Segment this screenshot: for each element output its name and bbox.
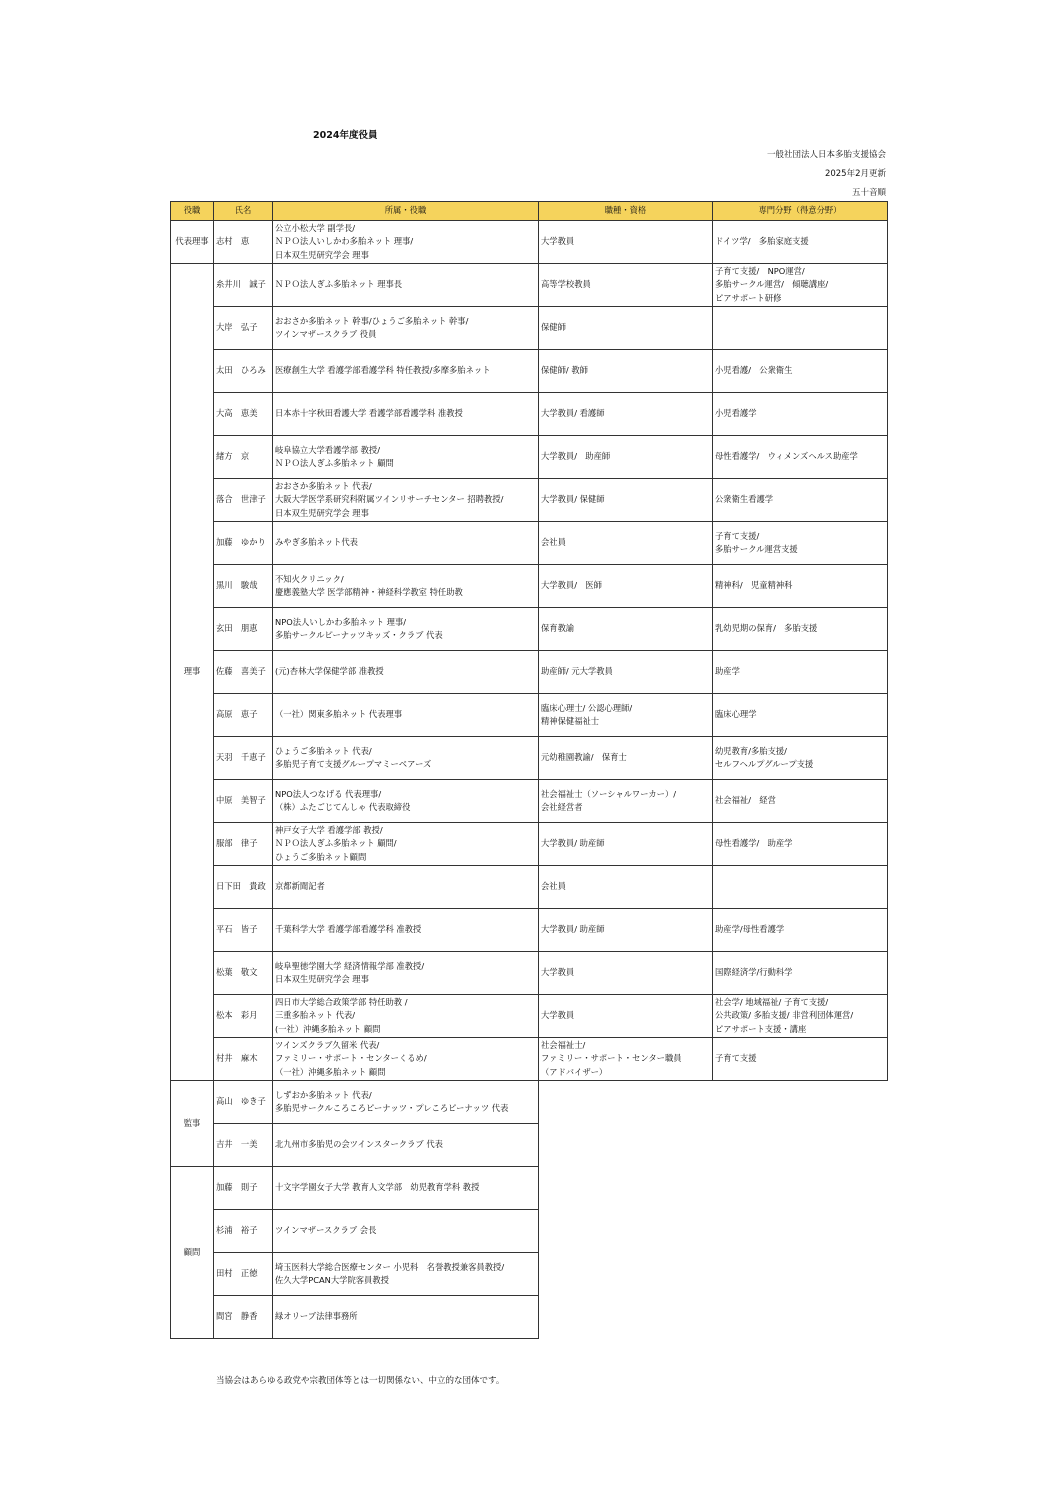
table-row xyxy=(171,1124,888,1167)
affiliation-cell xyxy=(273,522,539,565)
affiliation-line: 日本双生児研究学会 理事 xyxy=(275,974,369,984)
name-cell: 加藤 則子 xyxy=(214,1167,273,1210)
occupation-cell xyxy=(539,479,713,522)
affiliation-cell xyxy=(273,694,539,737)
affiliation-line: 岐阜協立大学看護学部 教授/ xyxy=(275,444,380,455)
occupation-cell xyxy=(539,952,713,995)
name-cell: 日下田 貴政 xyxy=(214,866,273,909)
specialty-cell xyxy=(713,909,888,952)
empty-cell xyxy=(539,1124,888,1167)
name-cell: 志村 恵 xyxy=(214,221,273,264)
specialty-line: 子育て支援/ xyxy=(715,530,760,541)
affiliation-cell xyxy=(273,350,539,393)
occupation-line: 大学教員/ 看護師 xyxy=(541,408,605,419)
specialty-cell xyxy=(713,436,888,479)
name-cell: 高山 ゆき子 xyxy=(214,1081,273,1124)
role-cell: 監事 xyxy=(171,1081,214,1167)
affiliation-cell xyxy=(273,952,539,995)
affiliation-line: 不知火クリニック/ xyxy=(275,573,344,584)
specialty-cell xyxy=(713,522,888,565)
table-row xyxy=(171,823,888,866)
affiliation-line: 四日市大学総合政策学部 特任助教 / xyxy=(275,996,408,1007)
specialty-cell xyxy=(713,1038,888,1081)
affiliation-line: おおさか多胎ネット 幹事/ひょうご多胎ネット 幹事/ xyxy=(275,315,469,326)
name-cell: 田村 正徳 xyxy=(214,1253,273,1296)
specialty-cell xyxy=(713,866,888,909)
occupation-cell xyxy=(539,694,713,737)
specialty-line: 乳幼児期の保育/ 多胎支援 xyxy=(715,623,818,634)
affiliation-line: ツインマザースクラブ 役員 xyxy=(275,329,377,339)
specialty-line: 臨床心理学 xyxy=(715,709,757,720)
occupation-line: 高等学校教員 xyxy=(541,279,591,290)
table-row xyxy=(171,350,888,393)
table-row xyxy=(171,909,888,952)
specialty-line: 母性看護学/ 助産学 xyxy=(715,838,793,849)
affiliation-line: 岐阜聖徳学園大学 経済情報学部 准教授/ xyxy=(275,960,425,971)
affiliation-line: ひょうご多胎ネット 代表/ xyxy=(275,745,372,756)
affiliation-cell xyxy=(273,737,539,780)
occupation-line: 大学教員 xyxy=(541,236,575,247)
table-row xyxy=(171,522,888,565)
table-row xyxy=(171,608,888,651)
occupation-cell xyxy=(539,436,713,479)
specialty-cell xyxy=(713,393,888,436)
specialty-line: 公共政策/ 多胎支援/ 非営利団体運営/ xyxy=(715,1010,854,1021)
affiliation-cell xyxy=(273,780,539,823)
page-title: 2024年度役員 xyxy=(313,130,378,141)
occupation-line: 大学教員/ 保健師 xyxy=(541,494,605,505)
specialty-line: 国際経済学/行動科学 xyxy=(715,967,793,978)
affiliation-line: ツインマザースクラブ 会長 xyxy=(275,1225,377,1236)
affiliation-cell xyxy=(273,1253,539,1296)
header-name: 氏名 xyxy=(214,202,273,221)
specialty-cell xyxy=(713,264,888,307)
affiliation-line: 医療創生大学 看護学部看護学科 特任教授/多摩多胎ネット xyxy=(275,365,491,376)
occupation-line: 保健師 xyxy=(541,322,566,333)
affiliation-line: ＮＰＯ法人ぎふ多胎ネット 顧問/ xyxy=(275,838,397,849)
table-row xyxy=(171,694,888,737)
specialty-line: 小児看護/ 公衆衛生 xyxy=(715,365,793,376)
specialty-cell xyxy=(713,350,888,393)
specialty-cell xyxy=(713,565,888,608)
affiliation-cell xyxy=(273,565,539,608)
affiliation-line: NPO法人つなげる 代表理事/ xyxy=(275,788,382,799)
affiliation-line: (一社）沖縄多胎ネット 顧問 xyxy=(275,1023,381,1034)
specialty-cell xyxy=(713,694,888,737)
footer-note: 当協会はあらゆる政党や宗教団体等とは一切関係ない、中立的な団体です。 xyxy=(216,1376,505,1386)
occupation-cell xyxy=(539,866,713,909)
name-cell: 糸井川 誠子 xyxy=(214,264,273,307)
occupation-cell xyxy=(539,608,713,651)
occupation-line: 助産師/ 元大学教員 xyxy=(541,666,613,677)
affiliation-line: 慶應義塾大学 医学部精神・神経科学教室 特任助教 xyxy=(275,587,463,597)
affiliation-cell xyxy=(273,221,539,264)
name-cell: 加藤 ゆかり xyxy=(214,522,273,565)
occupation-line: 大学教員 xyxy=(541,1010,575,1021)
role-cell: 代表理事 xyxy=(171,221,214,264)
affiliation-cell xyxy=(273,823,539,866)
affiliation-line: 多胎児子育て支援グループマミーベアーズ xyxy=(275,759,432,769)
occupation-line: 大学教員/ 助産師 xyxy=(541,838,605,849)
affiliation-line: ツインズクラブ久留米 代表/ xyxy=(275,1039,380,1050)
affiliation-line: （一社）関東多胎ネット 代表理事 xyxy=(275,709,403,720)
occupation-line: 臨床心理士/ 公認心理師/ xyxy=(541,702,633,713)
header-occupation: 職種・資格 xyxy=(539,202,713,221)
header-role: 役職 xyxy=(171,202,214,221)
affiliation-line: ＮＰＯ法人いしかわ多胎ネット 理事/ xyxy=(275,236,414,247)
specialty-line: ピアサポート研修 xyxy=(715,292,782,303)
occupation-cell xyxy=(539,522,713,565)
affiliation-cell xyxy=(273,436,539,479)
affiliation-cell xyxy=(273,909,539,952)
occupation-cell xyxy=(539,307,713,350)
affiliation-line: （一社）沖縄多胎ネット 顧問 xyxy=(275,1066,386,1077)
affiliation-line: 多胎サークルピーナッツキッズ・クラブ 代表 xyxy=(275,630,443,640)
table-row xyxy=(171,952,888,995)
name-cell: 大高 恵美 xyxy=(214,393,273,436)
table-header-row xyxy=(171,202,888,221)
occupation-line: 大学教員/ 助産師 xyxy=(541,924,605,935)
table-row xyxy=(171,737,888,780)
header-specialty: 専門分野（得意分野） xyxy=(713,202,888,221)
affiliation-line: 緑オリーブ法律事務所 xyxy=(275,1311,358,1322)
name-cell: 天羽 千恵子 xyxy=(214,737,273,780)
affiliation-line: （株）ふたごじてんしゃ 代表取締役 xyxy=(275,802,411,812)
name-cell: 吉井 一美 xyxy=(214,1124,273,1167)
specialty-line: 幼児教育/多胎支援/ xyxy=(715,745,787,756)
table-row xyxy=(171,479,888,522)
specialty-cell xyxy=(713,995,888,1038)
occupation-cell xyxy=(539,350,713,393)
occupation-cell xyxy=(539,1038,713,1081)
name-cell: 松葉 敬文 xyxy=(214,952,273,995)
table-row xyxy=(171,1253,888,1296)
occupation-line: 社会福祉士/ xyxy=(541,1039,586,1050)
table-row xyxy=(171,393,888,436)
affiliation-cell xyxy=(273,866,539,909)
occupation-cell xyxy=(539,651,713,694)
occupation-line: 大学教員/ 助産師 xyxy=(541,451,611,462)
specialty-line: ドイツ学/ 多胎家庭支援 xyxy=(715,236,809,247)
affiliation-line: 日本双生児研究学会 理事 xyxy=(275,507,369,518)
affiliation-cell xyxy=(273,393,539,436)
specialty-line: 助産学 xyxy=(715,666,740,677)
specialty-cell xyxy=(713,780,888,823)
affiliation-cell xyxy=(273,1167,539,1210)
table-row xyxy=(171,866,888,909)
table-row xyxy=(171,264,888,307)
affiliation-line: 千葉科学大学 看護学部看護学科 准教授 xyxy=(275,924,422,935)
table-row xyxy=(171,651,888,694)
occupation-line: 社会福祉士（ソーシャルワーカー）/ xyxy=(541,788,677,799)
affiliation-line: 公立小松大学 副学長/ xyxy=(275,222,356,233)
specialty-line: 多胎サークル運営/ 傾聴講座/ xyxy=(715,279,829,290)
specialty-cell xyxy=(713,608,888,651)
affiliation-line: ＮＰＯ法人ぎふ多胎ネット 顧問 xyxy=(275,458,394,468)
empty-cell xyxy=(539,1296,888,1339)
empty-cell xyxy=(539,1210,888,1253)
role-cell: 理事 xyxy=(171,264,214,1081)
name-cell: 杉浦 裕子 xyxy=(214,1210,273,1253)
occupation-line: 保育教諭 xyxy=(541,623,575,634)
occupation-line: ファミリー・サポート・センター職員 xyxy=(541,1053,682,1064)
affiliation-line: ＮＰＯ法人ぎふ多胎ネット 理事長 xyxy=(275,279,403,290)
specialty-line: 社会学/ 地域福祉/ 子育て支援/ xyxy=(715,996,829,1007)
name-cell: 太田 ひろみ xyxy=(214,350,273,393)
occupation-cell xyxy=(539,909,713,952)
affiliation-cell xyxy=(273,651,539,694)
specialty-cell xyxy=(713,737,888,780)
occupation-line: 会社経営者 xyxy=(541,802,583,812)
table-row xyxy=(171,1296,888,1339)
name-cell: 服部 律子 xyxy=(214,823,273,866)
name-cell: 村井 麻木 xyxy=(214,1038,273,1081)
affiliation-line: 京都新聞記者 xyxy=(275,881,325,892)
name-cell: 玄田 朋恵 xyxy=(214,608,273,651)
name-cell: 緒方 京 xyxy=(214,436,273,479)
specialty-cell xyxy=(713,823,888,866)
affiliation-line: 大阪大学医学系研究科附属ツインリサーチセンター 招聘教授/ xyxy=(275,494,504,505)
occupation-cell xyxy=(539,221,713,264)
affiliation-line: 十文字学園女子大学 教育人文学部 幼児教育学科 教授 xyxy=(275,1182,480,1193)
occupation-line: 大学教員 xyxy=(541,967,575,978)
affiliation-line: 佐久大学PCAN大学院客員教授 xyxy=(275,1275,389,1285)
affiliation-line: 北九州市多胎児の会ツインスタークラブ 代表 xyxy=(275,1139,443,1150)
empty-cell xyxy=(539,1253,888,1296)
affiliation-cell xyxy=(273,608,539,651)
specialty-line: ピアサポート支援・講座 xyxy=(715,1023,807,1034)
organization-name: 一般社団法人日本多胎支援協会 xyxy=(766,150,886,160)
affiliation-cell xyxy=(273,264,539,307)
occupation-cell xyxy=(539,995,713,1038)
occupation-line: 会社員 xyxy=(541,537,566,548)
specialty-line: 社会福祉/ 経営 xyxy=(715,795,776,806)
affiliation-line: ひょうご多胎ネット顧問 xyxy=(275,851,367,862)
table-row xyxy=(171,780,888,823)
specialty-line: 公衆衛生看護学 xyxy=(715,494,774,505)
name-cell: 高原 恵子 xyxy=(214,694,273,737)
occupation-cell xyxy=(539,565,713,608)
affiliation-cell xyxy=(273,1038,539,1081)
affiliation-line: 神戸女子大学 看護学部 教授/ xyxy=(275,824,383,835)
table-row xyxy=(171,995,888,1038)
table-row xyxy=(171,436,888,479)
affiliation-line: 埼玉医科大学総合医療センター 小児科 名誉教授兼客員教授/ xyxy=(275,1261,505,1272)
table-row xyxy=(171,565,888,608)
affiliation-line: NPO法人いしかわ多胎ネット 理事/ xyxy=(275,616,407,627)
occupation-cell xyxy=(539,737,713,780)
affiliation-line: (元)杏林大学保健学部 准教授 xyxy=(275,666,384,677)
table-row xyxy=(171,307,888,350)
specialty-line: 精神科/ 児童精神科 xyxy=(715,580,793,591)
name-cell: 大岸 弘子 xyxy=(214,307,273,350)
table-row xyxy=(171,1210,888,1253)
affiliation-cell xyxy=(273,479,539,522)
specialty-line: 母性看護学/ ウィメンズヘルス助産学 xyxy=(715,451,858,462)
affiliation-line: しずおか多胎ネット 代表/ xyxy=(275,1089,372,1100)
specialty-line: 多胎サークル運営支援 xyxy=(715,544,798,554)
occupation-line: （アドバイザー） xyxy=(541,1066,608,1077)
empty-cell xyxy=(539,1167,888,1210)
occupation-line: 会社員 xyxy=(541,881,566,892)
affiliation-cell xyxy=(273,1296,539,1339)
occupation-line: 大学教員/ 医師 xyxy=(541,580,602,591)
occupation-line: 精神保健福祉士 xyxy=(541,716,600,726)
sort-order-note: 五十音順 xyxy=(851,188,886,198)
officers-table xyxy=(170,201,888,1339)
empty-cell xyxy=(539,1081,888,1124)
name-cell: 中原 美智子 xyxy=(214,780,273,823)
table-row xyxy=(171,1038,888,1081)
specialty-line: セルフヘルプグループ支援 xyxy=(715,759,814,769)
table-row xyxy=(171,1167,888,1210)
specialty-cell xyxy=(713,221,888,264)
affiliation-cell xyxy=(273,995,539,1038)
affiliation-cell xyxy=(273,1124,539,1167)
occupation-line: 保健師/ 教師 xyxy=(541,365,588,376)
affiliation-line: みやぎ多胎ネット代表 xyxy=(275,537,358,548)
specialty-cell xyxy=(713,479,888,522)
table-row xyxy=(171,1081,888,1124)
affiliation-cell xyxy=(273,1081,539,1124)
affiliation-line: おおさか多胎ネット 代表/ xyxy=(275,480,372,491)
header-affiliation: 所属・役職 xyxy=(273,202,539,221)
specialty-line: 子育て支援/ NPO運営/ xyxy=(715,265,805,276)
name-cell: 佐藤 喜美子 xyxy=(214,651,273,694)
name-cell: 間宮 静香 xyxy=(214,1296,273,1339)
role-cell: 顧問 xyxy=(171,1167,214,1339)
specialty-line: 助産学/母性看護学 xyxy=(715,924,785,935)
occupation-cell xyxy=(539,264,713,307)
affiliation-cell xyxy=(273,1210,539,1253)
affiliation-line: 三重多胎ネット 代表/ xyxy=(275,1010,356,1021)
specialty-line: 小児看護学 xyxy=(715,408,757,419)
affiliation-line: 日本赤十字秋田看護大学 看護学部看護学科 准教授 xyxy=(275,408,463,419)
occupation-cell xyxy=(539,823,713,866)
table-row xyxy=(171,221,888,264)
affiliation-line: ファミリー・サポート・センターくるめ/ xyxy=(275,1053,427,1064)
updated-date: 2025年2月更新 xyxy=(824,169,886,179)
affiliation-line: 日本双生児研究学会 理事 xyxy=(275,249,369,260)
specialty-cell xyxy=(713,651,888,694)
affiliation-line: 多胎児サークルころころピーナッツ・プレころピーナッツ 代表 xyxy=(275,1103,509,1113)
occupation-cell xyxy=(539,393,713,436)
occupation-cell xyxy=(539,780,713,823)
name-cell: 平石 皆子 xyxy=(214,909,273,952)
name-cell: 松本 彩月 xyxy=(214,995,273,1038)
specialty-line: 子育て支援 xyxy=(715,1053,757,1064)
specialty-cell xyxy=(713,952,888,995)
occupation-line: 元幼稚園教諭/ 保育士 xyxy=(541,752,627,763)
name-cell: 黒川 駿哉 xyxy=(214,565,273,608)
affiliation-cell xyxy=(273,307,539,350)
name-cell: 落合 世津子 xyxy=(214,479,273,522)
specialty-cell xyxy=(713,307,888,350)
